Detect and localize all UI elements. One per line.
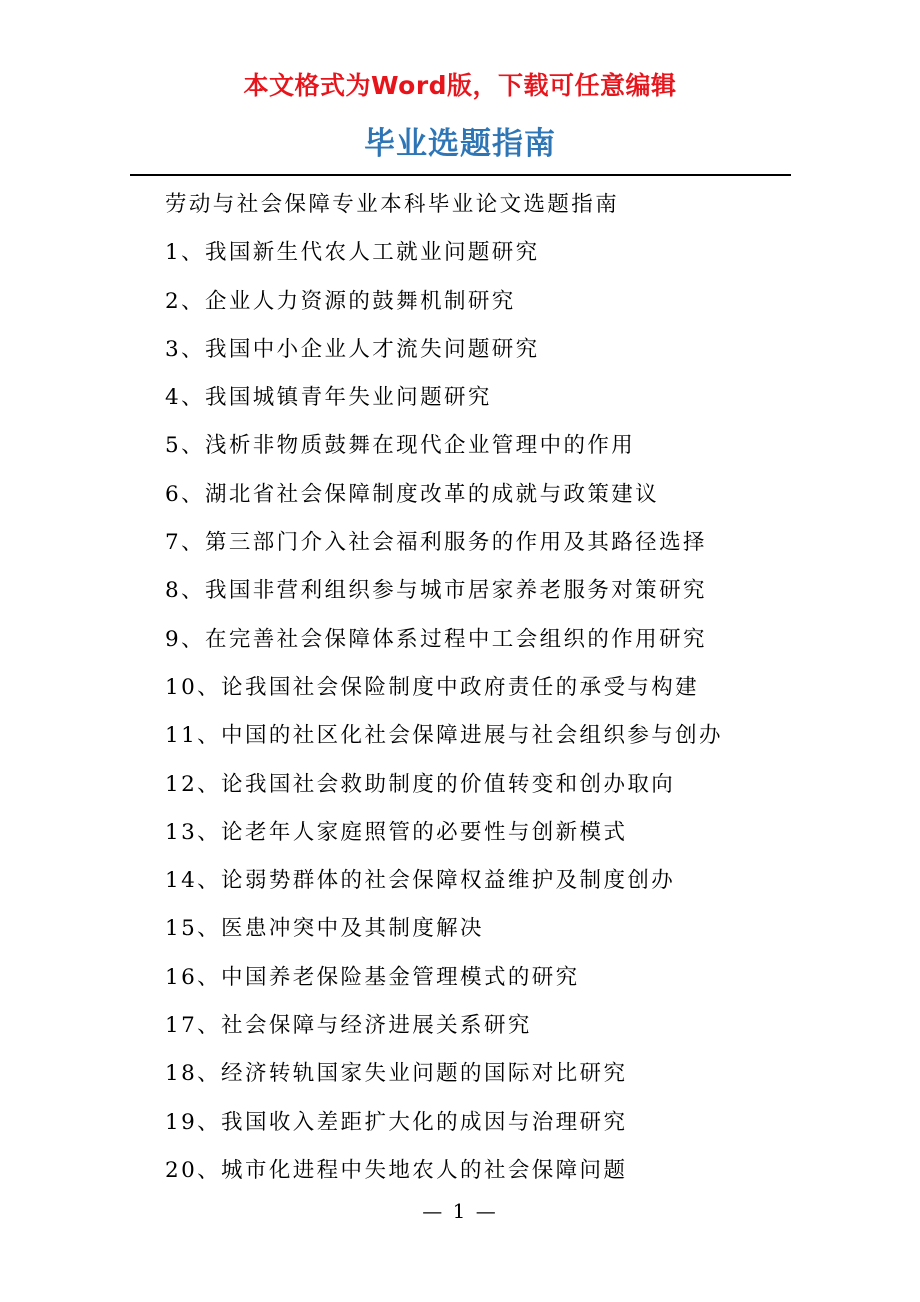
document-subtitle: 劳动与社会保障专业本科毕业论文选题指南 [165, 192, 620, 217]
header-divider [130, 174, 791, 176]
topic-item-15: 15、医患冲突中及其制度解决 [165, 916, 484, 942]
topic-item-20: 20、城市化进程中失地农人的社会保障问题 [165, 1157, 628, 1183]
page-title: 毕业选题指南 [364, 126, 556, 162]
topic-item-5: 5、浅析非物质鼓舞在现代企业管理中的作用 [165, 433, 636, 459]
topic-item-10: 10、论我国社会保险制度中政府责任的承受与构建 [165, 674, 700, 700]
topic-item-3: 3、我国中小企业人才流失问题研究 [165, 336, 540, 362]
topic-item-4: 4、我国城镇青年失业问题研究 [165, 385, 492, 411]
topic-item-18: 18、经济转轨国家失业问题的国际对比研究 [165, 1061, 628, 1087]
topic-item-13: 13、论老年人家庭照管的必要性与创新模式 [165, 819, 628, 845]
topic-item-6: 6、湖北省社会保障制度改革的成就与政策建议 [165, 481, 660, 507]
download-banner: 本文格式为Word版，下载可任意编辑 [243, 71, 677, 100]
document-body [165, 183, 765, 1197]
topic-item-14: 14、论弱势群体的社会保障权益维护及制度创办 [165, 868, 676, 894]
topic-item-12: 12、论我国社会救助制度的价值转变和创办取向 [165, 771, 676, 797]
page-number: — 1 — [422, 1199, 498, 1223]
topic-item-17: 17、社会保障与经济进展关系研究 [165, 1013, 532, 1039]
topic-item-1: 1、我国新生代农人工就业问题研究 [165, 240, 540, 266]
topic-item-8: 8、我国非营利组织参与城市居家养老服务对策研究 [165, 578, 707, 604]
topic-item-11: 11、中国的社区化社会保障进展与社会组织参与创办 [165, 723, 723, 749]
topic-item-9: 9、在完善社会保障体系过程中工会组织的作用研究 [165, 626, 707, 652]
topic-item-7: 7、第三部门介入社会福利服务的作用及其路径选择 [165, 530, 707, 556]
topic-item-16: 16、中国养老保险基金管理模式的研究 [165, 964, 580, 990]
topic-item-2: 2、企业人力资源的鼓舞机制研究 [165, 288, 516, 314]
topic-item-19: 19、我国收入差距扩大化的成因与治理研究 [165, 1109, 628, 1135]
